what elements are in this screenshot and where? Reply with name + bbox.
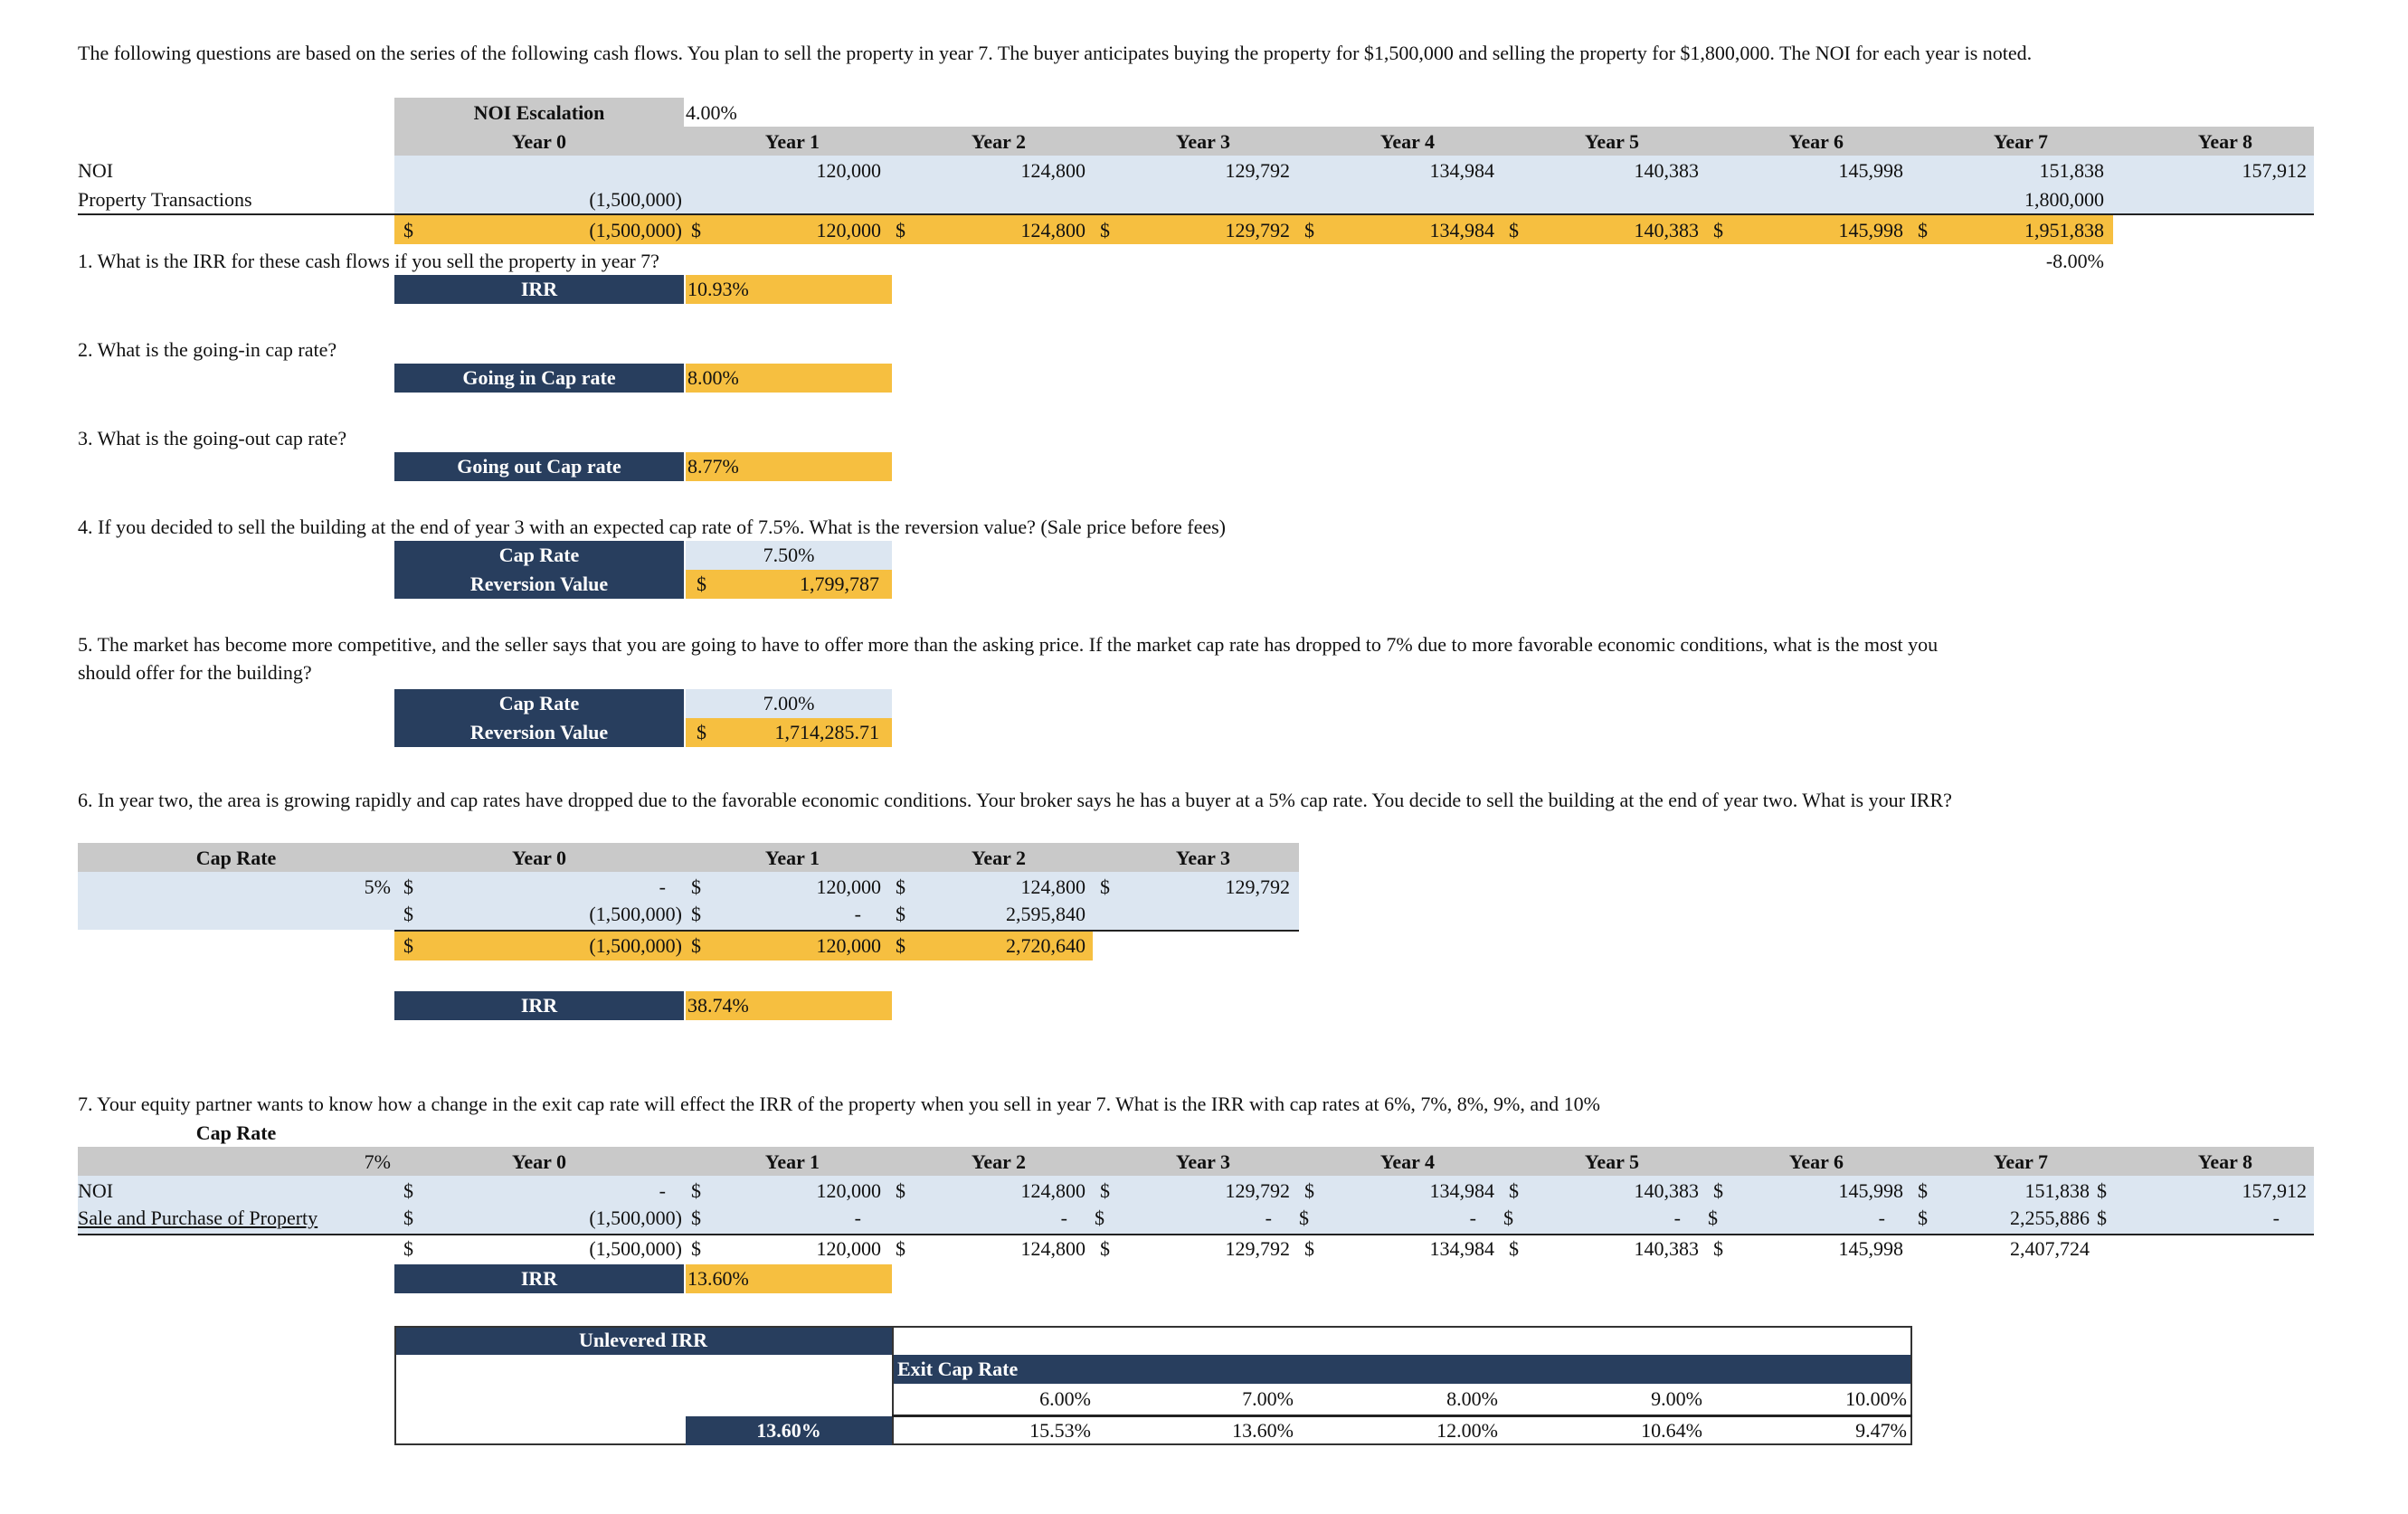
q7-noi-y1: 120,000 — [816, 1179, 881, 1202]
q7-sale-y1: - — [854, 1206, 861, 1229]
q7-sale-y8: - — [2272, 1206, 2280, 1229]
year-6-header: Year 6 — [1788, 130, 1844, 153]
prop-row-label: Property Transactions — [78, 188, 252, 211]
q6-irr-label: IRR — [394, 992, 684, 1019]
total-dollar-7: $ — [1918, 219, 1928, 241]
prop-y0: (1,500,000) — [589, 188, 682, 211]
q7-noi-dollar-5: $ — [1509, 1179, 1519, 1202]
q7-year-0: Year 0 — [511, 1150, 567, 1173]
noi-y2: 124,800 — [1020, 159, 1085, 182]
q7-noi-y4: 134,984 — [1429, 1179, 1494, 1202]
exit-cap-9: 9.00% — [1651, 1387, 1702, 1410]
q5-cap-label: Cap Rate — [394, 690, 684, 717]
q6-r2-dollar-0: $ — [403, 903, 413, 925]
total-y1: 120,000 — [816, 219, 881, 241]
q7-year-6: Year 6 — [1788, 1150, 1844, 1173]
noi-row-label: NOI — [78, 159, 114, 182]
q6-r3-y1: 120,000 — [816, 934, 881, 957]
unlevered-value: 13.60% — [686, 1417, 892, 1444]
q3-label: Going out Cap rate — [394, 453, 684, 480]
q1-label: IRR — [394, 276, 684, 303]
q7-sale-dollar-7: $ — [2097, 1206, 2107, 1229]
total-y4: 134,984 — [1429, 219, 1494, 241]
q6-year-2: Year 2 — [971, 847, 1026, 869]
total-dollar-0: $ — [403, 219, 413, 241]
q7-sale-y5: - — [1673, 1206, 1681, 1229]
q6-r1-dollar-3: $ — [1100, 875, 1110, 898]
q7-noi-dollar-1: $ — [691, 1179, 701, 1202]
total-dollar-6: $ — [1713, 219, 1723, 241]
q1-text: 1. What is the IRR for these cash flows if you sell the property in year 7? — [78, 250, 659, 272]
q7-noi-y5: 140,383 — [1634, 1179, 1699, 1202]
year-2-header: Year 2 — [971, 130, 1026, 153]
q6-r3-dollar-1: $ — [691, 934, 701, 957]
year-5-header: Year 5 — [1584, 130, 1639, 153]
q2-label: Going in Cap rate — [394, 364, 684, 392]
noi-y4: 134,984 — [1429, 159, 1494, 182]
q7-total-y3: 129,792 — [1225, 1237, 1290, 1260]
pct-y7: -8.00% — [2045, 250, 2104, 272]
q6-r2-y0: (1,500,000) — [589, 903, 682, 925]
q3-text: 3. What is the going-out cap rate? — [78, 427, 347, 449]
q7-noi-y8: 157,912 — [2242, 1179, 2307, 1202]
prop-y7: 1,800,000 — [2024, 188, 2104, 211]
q6-r1-dollar-1: $ — [691, 875, 701, 898]
exit-irr-9: 10.64% — [1641, 1419, 1702, 1442]
q6-r1-y1: 120,000 — [816, 875, 881, 898]
q7-total-dollar-2: $ — [896, 1237, 905, 1260]
q5-text: 5. The market has become more competitive, and the seller says that you are going to have to offer more than the asking price. If the market cap rate has dropped to 7% due to more favorable economic conditions, what is the most you should offer for the building? — [78, 633, 1939, 684]
q7-sale-dollar-4: $ — [1503, 1206, 1513, 1229]
exit-cap-7: 7.00% — [1242, 1387, 1294, 1410]
q7-noi-dollar-7: $ — [1918, 1179, 1928, 1202]
total-dollar-3: $ — [1100, 219, 1110, 241]
unlevered-label: Unlevered IRR — [394, 1327, 892, 1354]
total-y7: 1,951,838 — [2024, 219, 2104, 241]
year-4-header: Year 4 — [1379, 130, 1435, 153]
q4-text: 4. If you decided to sell the building at the end of year 3 with an expected cap rate of 7.5%. What is the reversion value? (Sale price before fees) — [78, 516, 1226, 538]
q7-noi-dollar-0: $ — [403, 1179, 413, 1202]
q6-r3-dollar-0: $ — [403, 934, 413, 957]
q7-total-y4: 134,984 — [1429, 1237, 1494, 1260]
total-y0: (1,500,000) — [589, 219, 682, 241]
noi-y1: 120,000 — [816, 159, 881, 182]
q6-r3-y0: (1,500,000) — [589, 934, 682, 957]
q7-total-dollar-1: $ — [691, 1237, 701, 1260]
q7-total-dollar-0: $ — [403, 1237, 413, 1260]
noi-y5: 140,383 — [1634, 159, 1699, 182]
q7-sale-y2: - — [1060, 1206, 1067, 1229]
q6-cap-label: Cap Rate — [195, 847, 277, 869]
year-7-header: Year 7 — [1993, 130, 2048, 153]
exit-irr-6: 15.53% — [1029, 1419, 1091, 1442]
q4-cap-label: Cap Rate — [394, 542, 684, 569]
q4-rev-dollar: $ — [697, 572, 706, 595]
q7-year-3: Year 3 — [1175, 1150, 1230, 1173]
total-dollar-1: $ — [691, 219, 701, 241]
q7-irr-label: IRR — [394, 1265, 684, 1292]
q7-year-7: Year 7 — [1993, 1150, 2048, 1173]
q4-rev-label: Reversion Value — [394, 571, 684, 598]
q7-total-dollar-3: $ — [1100, 1237, 1110, 1260]
q6-r3-y2: 2,720,640 — [1006, 934, 1085, 957]
exit-irr-7: 13.60% — [1232, 1419, 1294, 1442]
q7-sale-dollar-3: $ — [1299, 1206, 1309, 1229]
q6-year-0: Year 0 — [511, 847, 567, 869]
total-y2: 124,800 — [1020, 219, 1085, 241]
q5-rev-value: 1,714,285.71 — [774, 721, 879, 743]
exit-cap-label: Exit Cap Rate — [897, 1356, 1018, 1383]
total-dollar-5: $ — [1509, 219, 1519, 241]
total-y6: 145,998 — [1838, 219, 1903, 241]
q7-total-y7: 2,407,724 — [2010, 1237, 2090, 1260]
q6-r2-dollar-2: $ — [896, 903, 905, 925]
q7-noi-dollar-2: $ — [896, 1179, 905, 1202]
q7-noi-label: NOI — [78, 1179, 114, 1202]
noi-y7: 151,838 — [2039, 159, 2104, 182]
total-y5: 140,383 — [1634, 219, 1699, 241]
q7-noi-dollar-4: $ — [1304, 1179, 1314, 1202]
q6-year-1: Year 1 — [764, 847, 820, 869]
exit-cap-header-cell — [894, 1355, 1910, 1384]
q2-value: 8.00% — [687, 366, 739, 389]
q7-text: 7. Your equity partner wants to know how a change in the exit cap rate will effect the IRR of the property when you sell in year 7. What is the IRR with cap rates at 6%, 7%, 8%, 9%, and 10% — [78, 1093, 1600, 1115]
q6-text: 6. In year two, the area is growing rapidly and cap rates have dropped due to the favorable economic conditions. Your broker says he has a buyer at a 5% cap rate. You decide to sell the building at the end of year two. What is your IRR? — [78, 789, 1952, 811]
q7-total-y0: (1,500,000) — [589, 1237, 682, 1260]
exit-irr-8: 12.00% — [1436, 1419, 1498, 1442]
year-8-header: Year 8 — [2197, 130, 2252, 153]
q7-total-y1: 120,000 — [816, 1237, 881, 1260]
q7-cap-label: Cap Rate — [195, 1121, 277, 1144]
q2-text: 2. What is the going-in cap rate? — [78, 338, 337, 361]
q6-cap-value: 5% — [364, 875, 391, 898]
q6-r1-dollar-2: $ — [896, 875, 905, 898]
q7-sale-dollar-1: $ — [691, 1206, 701, 1229]
q5-rev-dollar: $ — [697, 721, 706, 743]
total-dollar-2: $ — [896, 219, 905, 241]
q7-total-dollar-4: $ — [1304, 1237, 1314, 1260]
q7-sale-y4: - — [1469, 1206, 1476, 1229]
q7-sale-y6: - — [1878, 1206, 1885, 1229]
q7-cap-value: 7% — [364, 1150, 391, 1173]
q7-sale-dollar-2: $ — [1095, 1206, 1104, 1229]
exit-cap-10: 10.00% — [1845, 1387, 1907, 1410]
q7-year-5: Year 5 — [1584, 1150, 1639, 1173]
q6-r1-y0: - — [659, 875, 666, 898]
q6-r3-dollar-2: $ — [896, 934, 905, 957]
q4-rev-value: 1,799,787 — [800, 572, 879, 595]
q3-value: 8.77% — [687, 455, 739, 478]
q6-r1-y2: 124,800 — [1020, 875, 1085, 898]
exit-irr-10: 9.47% — [1855, 1419, 1907, 1442]
exit-cap-6: 6.00% — [1039, 1387, 1091, 1410]
q5-rev-label: Reversion Value — [394, 719, 684, 746]
q7-noi-y0: - — [659, 1179, 666, 1202]
q7-year-2: Year 2 — [971, 1150, 1026, 1173]
q7-noi-y7: 151,838 — [2024, 1179, 2090, 1202]
q7-sale-dollar-6: $ — [1918, 1206, 1928, 1229]
q7-sale-dollar-0: $ — [403, 1206, 413, 1229]
q7-noi-y6: 145,998 — [1838, 1179, 1903, 1202]
exit-cap-8: 8.00% — [1446, 1387, 1498, 1410]
q7-year-1: Year 1 — [764, 1150, 820, 1173]
q7-sale-label: Sale and Purchase of Property — [78, 1206, 318, 1229]
q7-total-y6: 145,998 — [1838, 1237, 1903, 1260]
q7-noi-dollar-3: $ — [1100, 1179, 1110, 1202]
q7-total-dollar-5: $ — [1509, 1237, 1519, 1260]
q7-noi-y3: 129,792 — [1225, 1179, 1290, 1202]
total-y3: 129,792 — [1225, 219, 1290, 241]
q1-value: 10.93% — [687, 278, 749, 300]
q7-sale-y0: (1,500,000) — [589, 1206, 682, 1229]
q6-r2-y2: 2,595,840 — [1006, 903, 1085, 925]
noi-y8: 157,912 — [2242, 159, 2307, 182]
q7-year-8: Year 8 — [2197, 1150, 2252, 1173]
noi-y6: 145,998 — [1838, 159, 1903, 182]
q6-r1-y3: 129,792 — [1225, 875, 1290, 898]
q7-irr-value: 13.60% — [687, 1267, 749, 1290]
q7-noi-dollar-6: $ — [1713, 1179, 1723, 1202]
q6-r1-dollar-0: $ — [403, 875, 413, 898]
q7-sale-dollar-5: $ — [1708, 1206, 1718, 1229]
q7-total-dollar-6: $ — [1713, 1237, 1723, 1260]
noi-escalation-label: NOI Escalation — [473, 101, 605, 124]
year-0-header: Year 0 — [511, 130, 567, 153]
year-1-header: Year 1 — [764, 130, 820, 153]
q6-r2-dollar-1: $ — [691, 903, 701, 925]
q7-total-y5: 140,383 — [1634, 1237, 1699, 1260]
q6-irr-value: 38.74% — [687, 994, 749, 1017]
noi-y3: 129,792 — [1225, 159, 1290, 182]
q6-year-3: Year 3 — [1175, 847, 1230, 869]
q5-cap-value: 7.00% — [763, 692, 815, 714]
q7-total-y2: 124,800 — [1020, 1237, 1085, 1260]
q7-year-4: Year 4 — [1379, 1150, 1435, 1173]
q7-sale-y3: - — [1265, 1206, 1272, 1229]
q4-cap-value: 7.50% — [763, 544, 815, 566]
total-dollar-4: $ — [1304, 219, 1314, 241]
intro-text: The following questions are based on the series of the following cash flows. You plan to sell the property in year 7. The buyer anticipates buying the property for $1,500,000 and selling the property for $1,800,000. The NOI for each year is noted. — [78, 42, 2033, 64]
q6-r2-y1: - — [854, 903, 861, 925]
q7-sale-y7: 2,255,886 — [2010, 1206, 2090, 1229]
year-3-header: Year 3 — [1175, 130, 1230, 153]
noi-escalation-value: 4.00% — [686, 101, 737, 124]
q7-noi-y2: 124,800 — [1020, 1179, 1085, 1202]
q7-noi-dollar-8: $ — [2097, 1179, 2107, 1202]
